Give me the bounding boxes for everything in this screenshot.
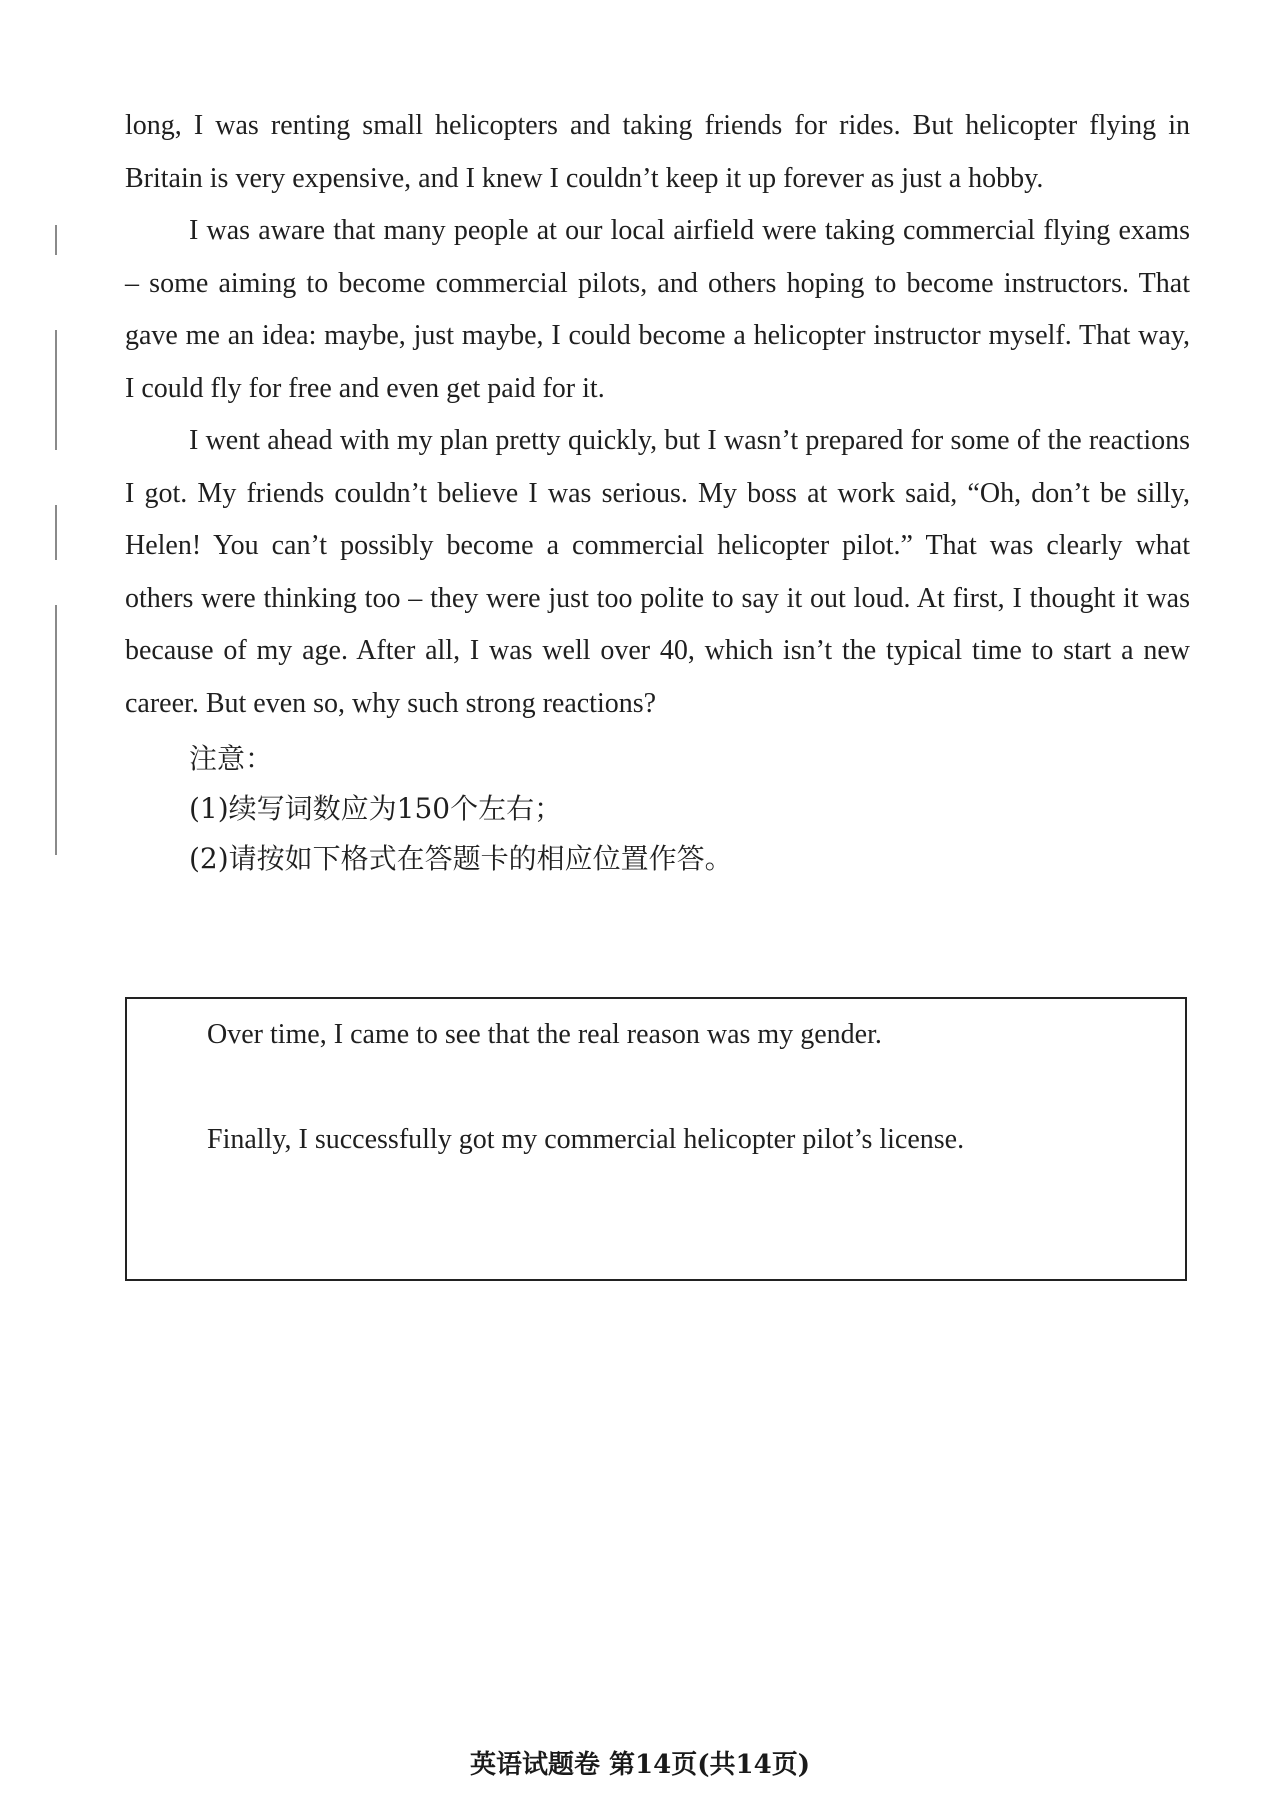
instructions-heading: 注意： (189, 742, 274, 775)
continuation-opening-line-1: Over time, I came to see that the real reason was my gender. (207, 1019, 882, 1050)
instructions (125, 734, 1190, 884)
instruction-item: (1)续写词数应为150个左右； (189, 792, 563, 825)
exam-page (125, 100, 1190, 884)
passage-paragraph-1: long, I was renting small helicopters and taking friends for rides. But helicopter flying in Britain is very expensive, and I knew I couldn’t keep it up forever as just a hobby. (125, 110, 1190, 194)
continuation-opening-line-2: Finally, I successfully got my commercial helicopter pilot’s license. (207, 1124, 965, 1155)
binding-margin-line (55, 605, 57, 855)
binding-margin-line (55, 330, 57, 450)
answer-format-box (125, 997, 1187, 1281)
passage-paragraph-2: I was aware that many people at our local airfield were taking commercial flying exams – some aiming to become commercial pilots, and others hoping to become instructors. That gave me an idea: maybe, just maybe, I could become a helicopter instructor myself. That way, I could fly for free and even get paid for it. (125, 215, 1190, 404)
passage-paragraph-3: I went ahead with my plan pretty quickly, but I wasn’t prepared for some of the reactions I got. My friends couldn’t believe I was serious. My boss at work said, “Oh, don’t be silly, Helen! You can’t possibly become a commercial helicopter pilot.” That was clearly what others were thinking too – they were just too polite to say it out loud. At first, I thought it was because of my age. After all, I was well over 40, which isn’t the typical time to start a new career. But even so, why such strong reactions? (125, 425, 1190, 719)
instruction-item: (2)请按如下格式在答题卡的相应位置作答。 (189, 842, 733, 875)
binding-margin-line (55, 225, 57, 255)
binding-margin-line (55, 505, 57, 560)
page-footer: 英语试题卷 第14页(共14页) (469, 1750, 811, 1780)
